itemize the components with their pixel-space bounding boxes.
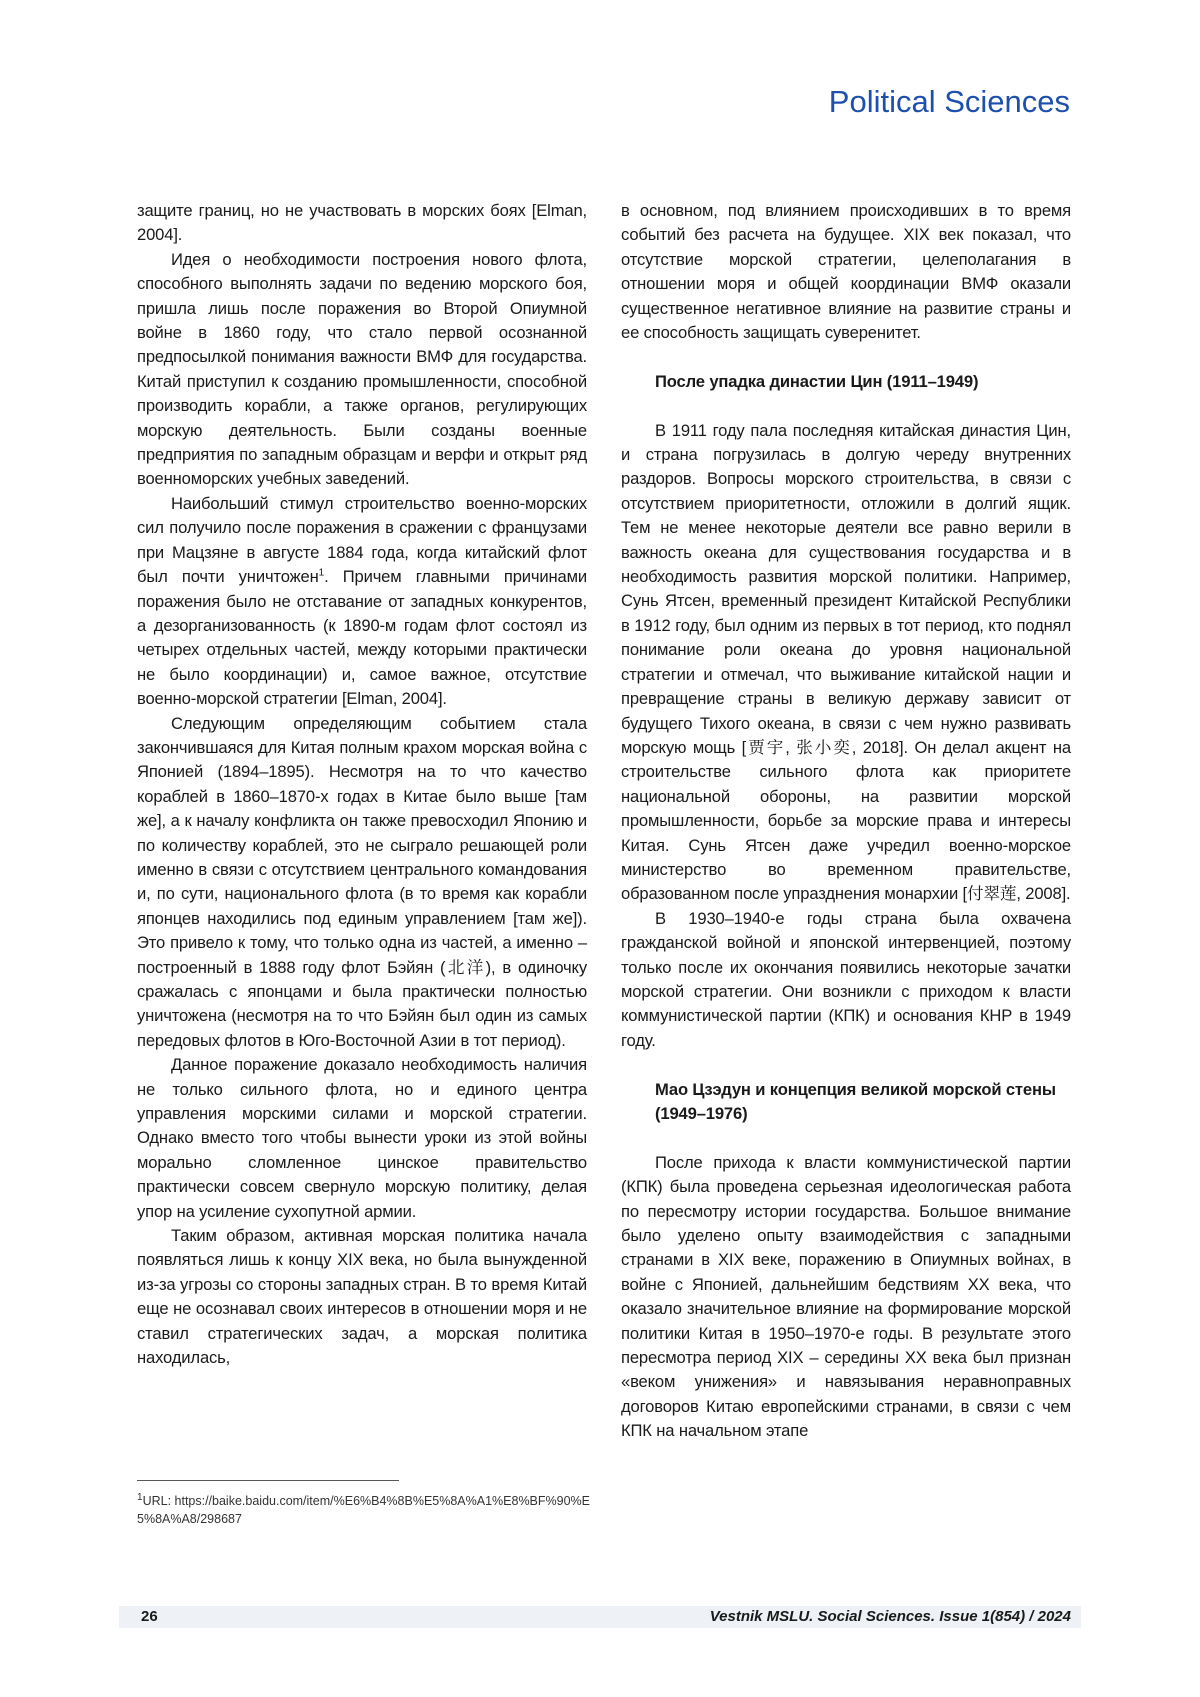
right-column xyxy=(621,199,1071,1444)
paragraph: Идея о необходимости построения нового флота, способного выполнять задачи по ведению морского боя, пришла лишь после поражения во Второй Опиумной войне в 1860 году, что стало первой осознанной предпосылкой понимания важности ВМФ для государства. Китай приступил к созданию промышленности, способной производить корабли, а также органов, регулирующих морскую деятельность. Были созданы военные предприятия по западным образцам и верфи и открыт ряд военноморских учебных заведений. xyxy=(137,248,587,492)
paragraph: Таким образом, активная морская политика начала появляться лишь к концу XIX века, но была вынужденной из-за угрозы со стороны западных стран. В то время Китай еще не осознавал своих интересов в отношении моря и не ставил стратегических задач, а морская политика находилась, xyxy=(137,1224,587,1370)
left-column xyxy=(137,199,587,1371)
footnote-divider xyxy=(137,1480,399,1481)
paragraph: защите границ, но не участвовать в морских боях [Elman, 2004]. xyxy=(137,199,587,248)
page-number: 26 xyxy=(141,1608,158,1625)
footnote xyxy=(137,1492,597,1528)
section-heading: Мао Цзэдун и концепция великой морской стены (1949–1976) xyxy=(655,1078,1071,1127)
paragraph: Следующим определяющим событием стала закончившаяся для Китая полным крахом морская война с Японией (1894–1895). Несмотря на то что качество кораблей в 1860–1870-х годах в Китае было выше [там же], а к началу конфликта он также превосходил Японию и по количеству кораблей, это не сыграло решающей роли именно в связи с отсутствием центрального командования и, по сути, национального флота (в то время как корабли японцев находились под единым управлением [там же]). Это привело к тому, что только одна из частей, а именно – построенный в 1888 году флот Бэйян (北洋), в одиночку сражалась с японцами и была практически полностью уничтожена (несмотря на то что Бэйян был один из самых передовых флотов в Юго-Восточной Азии в тот период). xyxy=(137,712,587,1054)
section-title: Political Sciences xyxy=(829,84,1070,120)
paragraph: В 1911 году пала последняя китайская династия Цин, и страна погрузилась в долгую череду внутренних раздоров. Вопросы морского строительства, в связи с отсутствием приоритетности, отложили в долгий ящик. Тем не менее некоторые деятели все равно верили в важность океана для существования государства и в необходимость развития морской политики. Например, Сунь Ятсен, временный президент Китайской Республики в 1912 году, был одним из первых в тот период, кто поднял понимание роли океана до уровня национальной стратегии и отмечал, что выживание китайской нации и превращение страны в великую державу зависит от будущего Тихого океана, в связи с чем нужно развивать морскую мощь [贾宇, 张小奕, 2018]. Он делал акцент на строительстве сильного флота как приоритете национальной обороны, на развитии морской промышленности, борьбе за морские права и интересы Китая. Сунь Ятсен даже учредил военно-морское министерство во временном правительстве, образованном после упразднения монархии [付翠莲, 2008]. xyxy=(621,419,1071,907)
footnote-link[interactable]: URL: https://baike.baidu.com/item/%E6%B4%8B%E5%8A%A1%E8%BF%90%E5%8A%A8/298687 xyxy=(137,1494,590,1526)
paragraph: Данное поражение доказало необходимость наличия не только сильного флота, но и единого центра управления морскими силами и морской стратегии. Однако вместо того чтобы вынести уроки из этой войны морально сломленное цинское правительство практически совсем свернуло морскую политику, делая упор на усиление сухопутной армии. xyxy=(137,1053,587,1224)
paragraph-text: Наибольший стимул строительство военно-морских сил получило после поражения в сражении с французами при Мацзяне в августе 1884 года, когда китайский флот был почти уничтожен xyxy=(137,494,587,586)
paragraph: После прихода к власти коммунистической партии (КПК) была проведена серьезная идеологическая работа по пересмотру истории государства. Большое внимание было уделено опыту взаимодействия с западными странами в XIX веке, поражению в Опиумных войнах, в войне с Японией, дальнейшим бедствиям XX века, что оказало значительное влияние на формирование морской политики Китая в 1950–1970-е годы. В результате этого пересмотра период XIX – середины XX века был признан «веком унижения» и навязывания неравноправных договоров Китаю европейскими странами, в связи с чем КПК на начальном этапе xyxy=(621,1151,1071,1444)
paragraph: В 1930–1940-е годы страна была охвачена гражданской войной и японской интервенцией, поэтому только после их окончания появились некоторые зачатки морской стратегии. Они возникли с приходом к власти коммунистической партии (КПК) и основания КНР в 1949 году. xyxy=(621,907,1071,1053)
footnote-ref[interactable]: 1 xyxy=(319,568,324,579)
paragraph xyxy=(137,492,587,712)
footnote-marker: 1 xyxy=(137,1492,143,1503)
paragraph-text: . Причем главными причинами поражения было не отставание от западных конкурентов, а дезорганизованность (к 1890-м годам флот состоял из четырех отдельных частей, между которыми практически не было координации) и, самое важное, отсутствие военно-морской стратегии [Elman, 2004]. xyxy=(137,567,587,708)
section-heading: После упадка династии Цин (1911–1949) xyxy=(655,370,1071,394)
page-footer xyxy=(119,1606,1081,1628)
paragraph: в основном, под влиянием происходивших в то время событий без расчета на будущее. XIX век показал, что отсутствие морской стратегии, целеполагания в отношении моря и общей координации ВМФ оказали существенное негативное влияние на развитие страны и ее способность защищать суверенитет. xyxy=(621,199,1071,345)
journal-name: Vestnik MSLU. Social Sciences. Issue 1(854) / 2024 xyxy=(710,1608,1071,1625)
